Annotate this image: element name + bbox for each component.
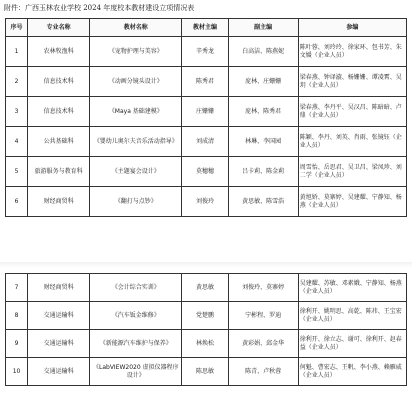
cell-index: 3	[6, 97, 28, 127]
cell-index: 8	[6, 302, 28, 330]
cell-contributors: 陈颖、李丹、刘英、肖雨、张镜钰（企业人员）	[298, 127, 406, 157]
cell-index: 7	[6, 274, 28, 302]
table-row	[6, 330, 407, 358]
cell-index: 10	[6, 358, 28, 386]
cell-deputy-editor: 陈青、卢秋蓉	[228, 358, 298, 386]
table-row	[6, 187, 407, 217]
table-row	[6, 97, 407, 127]
cell-chief-editor: 刘成清	[182, 127, 228, 157]
cell-contributors: 周雪怡、岳思君、吴卫昌、梁凤珍、刘二学（企业人员）	[298, 157, 406, 187]
cell-textbook: 《主题宴会设计》	[90, 157, 182, 187]
cell-contributors: 徐利开、姚明思、高乾、陈祎、王宝宏（企业人员）	[298, 302, 406, 330]
cell-contributors: 吴建耀、苏敏、邓素娥、宁静知、杨燕（企业人员）	[298, 274, 406, 302]
cell-major: 公共基础科	[28, 127, 90, 157]
cell-chief-editor: 莫穗穗	[182, 157, 228, 187]
cell-deputy-editor: 宁彬程、罗迪	[228, 302, 298, 330]
table-row	[6, 274, 407, 302]
cell-textbook: 《翻打与点钞》	[90, 187, 182, 217]
cell-chief-editor: 林焕松	[182, 330, 228, 358]
cell-major: 信息技术科	[28, 97, 90, 127]
cell-major: 信息技术科	[28, 67, 90, 97]
cell-chief-editor: 党楚鹏	[182, 302, 228, 330]
header-chief-editor: 教材主编	[182, 19, 228, 37]
cell-index: 5	[6, 157, 28, 187]
cell-chief-editor: 黄思敏	[182, 274, 228, 302]
header-major: 专业名称	[28, 19, 90, 37]
cell-major: 交通运输科	[28, 330, 90, 358]
table-row	[6, 67, 407, 97]
page-break	[0, 262, 412, 268]
cell-major: 交通运输科	[28, 302, 90, 330]
cell-contributors: 梁春燕、钟译漩、杨姗姗、谭凌霄、吴玥（企业人员）	[298, 67, 406, 97]
cell-chief-editor: 庄姗姗	[182, 97, 228, 127]
cell-textbook: 《LabVIEW2020 虚拟仪器程序设计》	[90, 358, 182, 386]
cell-textbook: 《宠物护理与美容》	[90, 37, 182, 67]
header-index: 序号	[6, 19, 28, 37]
cell-deputy-editor: 黄思敏、陈雪浩	[228, 187, 298, 217]
cell-deputy-editor: 庞林、庄姗姗	[228, 67, 298, 97]
cell-major: 财经商贸科	[28, 274, 90, 302]
cell-contributors: 黄旭娇、莫寨婷、吴建耀、宁静知、杨燕（企业人员）	[298, 187, 406, 217]
cell-deputy-editor: 黄彩娟、邱金华	[228, 330, 298, 358]
cell-chief-editor: 刘俊玲	[182, 187, 228, 217]
table-row	[6, 37, 407, 67]
table-row	[6, 302, 407, 330]
cell-chief-editor: 陈思敏	[182, 358, 228, 386]
cell-deputy-editor: 庞林、陈秀君	[228, 97, 298, 127]
cell-index: 9	[6, 330, 28, 358]
table-row	[6, 358, 407, 386]
cell-deputy-editor: 白高洁、陈燕妮	[228, 37, 298, 67]
cell-index: 2	[6, 67, 28, 97]
header-deputy-editor: 副主编	[228, 19, 298, 37]
cell-chief-editor: 辛秀龙	[182, 37, 228, 67]
cell-chief-editor: 陈秀君	[182, 67, 228, 97]
document-caption: 附件：广西玉林农业学校 2024 年度校本教材建设立项情况表	[4, 4, 195, 12]
cell-textbook: 《汽车钣金维修》	[90, 302, 182, 330]
cell-index: 6	[6, 187, 28, 217]
cell-contributors: 陈叶蓉、刘玲玲、徐家环、包书芳、朱文媛（企业人员）	[298, 37, 406, 67]
cell-major: 旅游服务与教育科	[28, 157, 90, 187]
cell-textbook: 《婴幼儿奥尔夫音乐活动指导》	[90, 127, 182, 157]
cell-major: 农林牧渔科	[28, 37, 90, 67]
cell-textbook: 《Maya 基础建模》	[90, 97, 182, 127]
header-textbook: 教材名称	[90, 19, 182, 37]
textbook-table-bottom	[5, 273, 407, 386]
cell-index: 4	[6, 127, 28, 157]
cell-deputy-editor: 林琳、李国园	[228, 127, 298, 157]
table-header-row	[6, 19, 407, 37]
table-row	[6, 157, 407, 187]
cell-contributors: 徐利开、徐立志、谢可、徐利开、赵春益（企业人员）	[298, 330, 406, 358]
cell-textbook: 《会计综合实训》	[90, 274, 182, 302]
cell-major: 交通运输科	[28, 358, 90, 386]
cell-deputy-editor: 刘俊玲、莫寨婷	[228, 274, 298, 302]
cell-major: 财经商贸科	[28, 187, 90, 217]
textbook-table-top	[5, 18, 407, 217]
cell-contributors: 梁春燕、李丹平、吴汉昌、陈暗暗、卢鼎（企业人员）	[298, 97, 406, 127]
cell-contributors: 何魁、曹宏志、王帆、李小燕、赖雁威（企业人员）	[298, 358, 406, 386]
cell-textbook: 《动画分镜头设计》	[90, 67, 182, 97]
cell-textbook: 《新能源汽车维护与保养》	[90, 330, 182, 358]
header-contributors: 参编	[298, 19, 406, 37]
cell-index: 1	[6, 37, 28, 67]
cell-deputy-editor: 吕卡莉、陈金莉	[228, 157, 298, 187]
table-row	[6, 127, 407, 157]
